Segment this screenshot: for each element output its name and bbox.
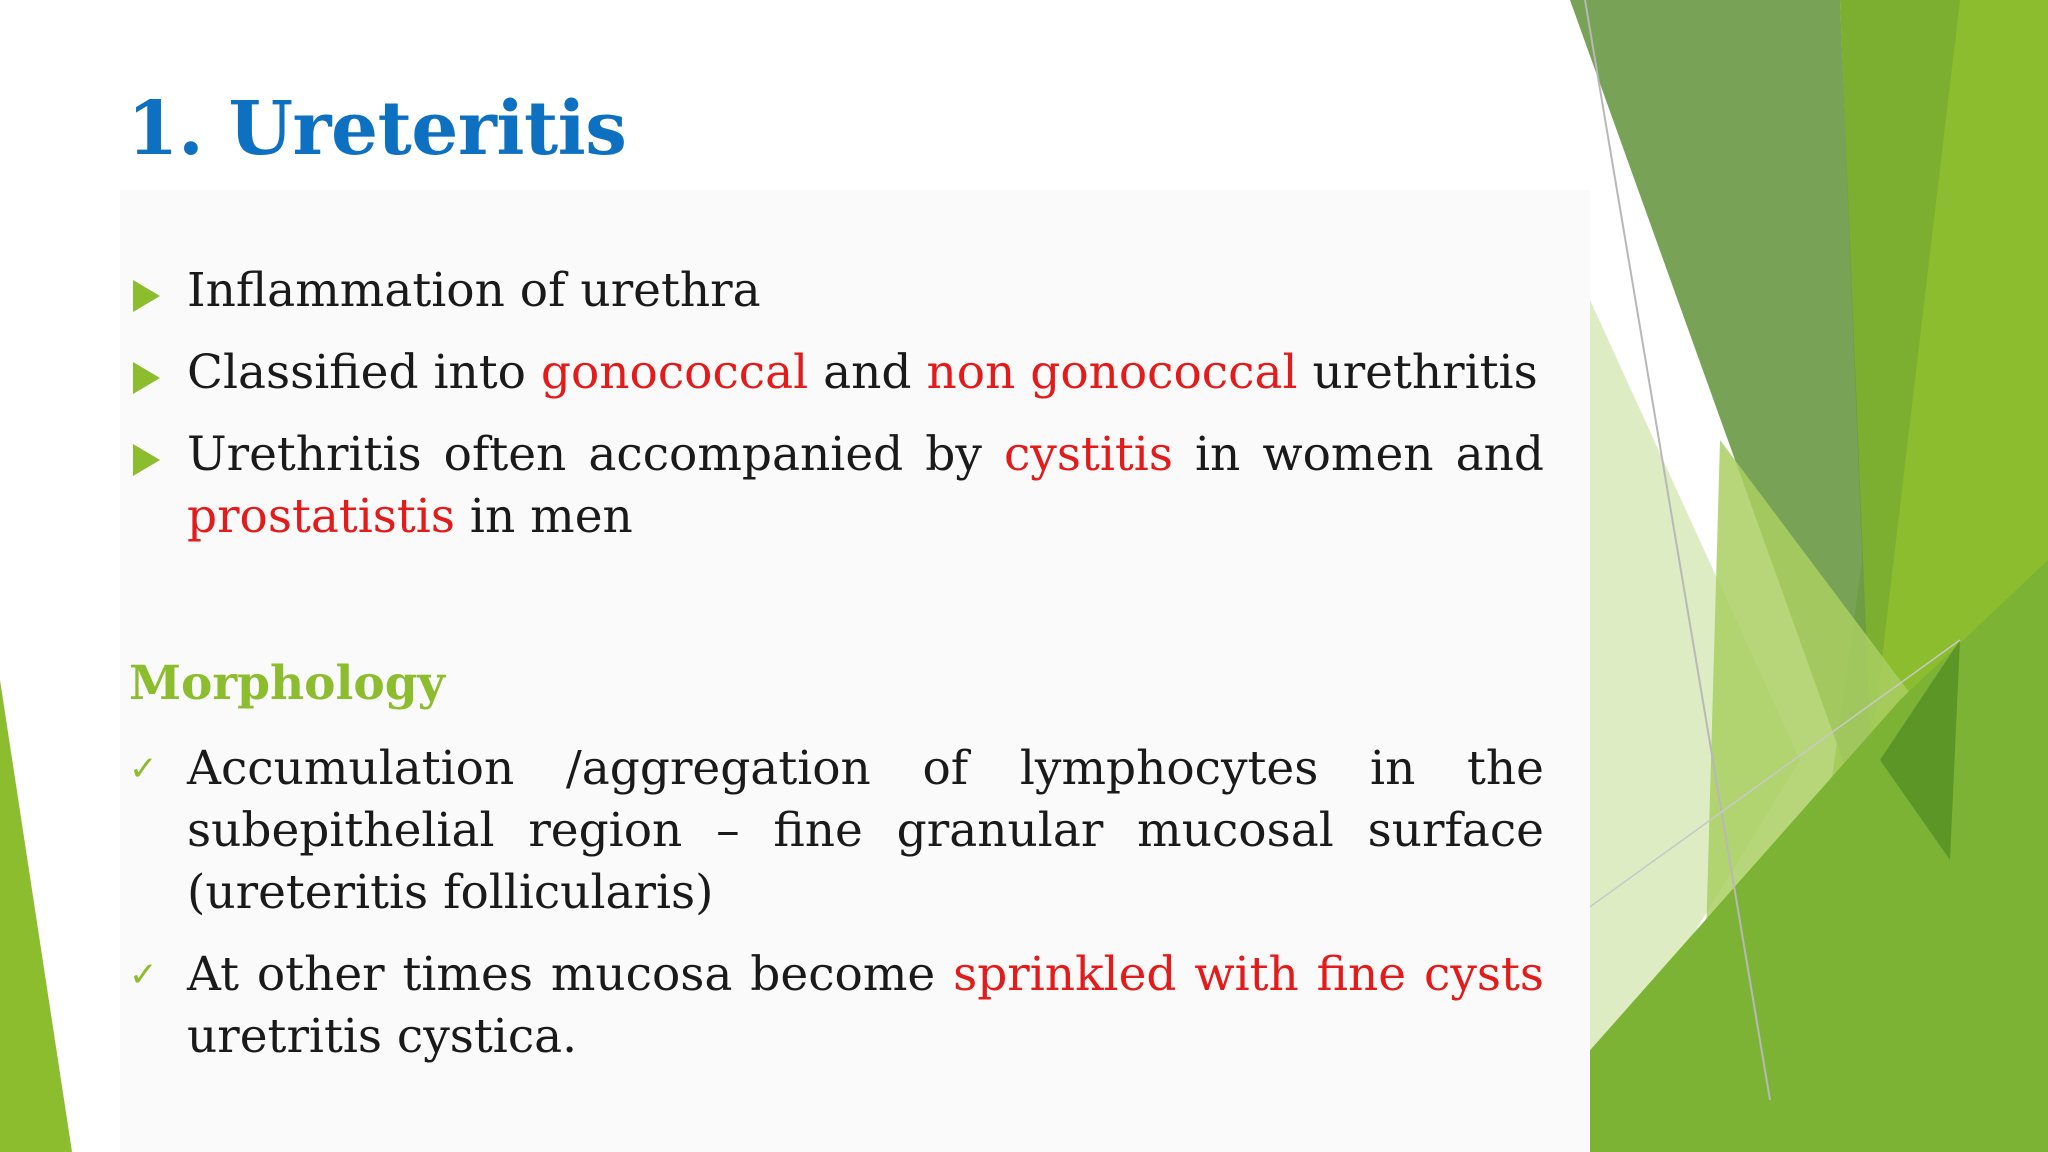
checkmark-icon: ✓ xyxy=(129,955,158,995)
text-segment: Inflammation of urethra xyxy=(187,263,761,318)
highlighted-term: non gonococcal xyxy=(926,345,1298,400)
check-item xyxy=(127,738,1544,924)
triangle-arrow-icon xyxy=(133,362,160,394)
bullet-item xyxy=(127,260,1544,322)
text-segment: Accumulation /aggregation of lymphocytes in the subepithelial region – fine granular mucosal surface (ureteritis follicularis) xyxy=(187,741,1544,920)
left-green-sliver xyxy=(0,680,72,1152)
bullet-item xyxy=(127,424,1544,548)
check-item xyxy=(127,944,1544,1068)
highlighted-term: sprinkled with fine cysts xyxy=(953,947,1544,1002)
check-list xyxy=(127,738,1544,1088)
text-segment: Classified into xyxy=(187,345,541,400)
slide-title: 1. Ureteritis xyxy=(127,86,627,172)
text-segment: in women and xyxy=(1172,427,1544,482)
bullet-list xyxy=(127,260,1544,568)
triangle-arrow-icon xyxy=(133,280,160,312)
checkmark-icon: ✓ xyxy=(129,749,158,789)
triangle-arrow-icon xyxy=(133,444,160,476)
highlighted-term: gonococcal xyxy=(540,345,809,400)
text-segment: uretritis cystica. xyxy=(187,1009,578,1064)
text-segment: At other times mucosa become xyxy=(187,947,954,1002)
text-segment: Urethritis often accompanied by xyxy=(187,427,1004,482)
text-segment: urethritis xyxy=(1297,345,1538,400)
highlighted-term: prostatistis xyxy=(187,489,455,544)
bullet-item xyxy=(127,342,1544,404)
highlighted-term: cystitis xyxy=(1003,427,1173,482)
text-segment: and xyxy=(808,345,927,400)
section-heading: Morphology xyxy=(129,656,445,711)
text-segment: in men xyxy=(454,489,633,544)
